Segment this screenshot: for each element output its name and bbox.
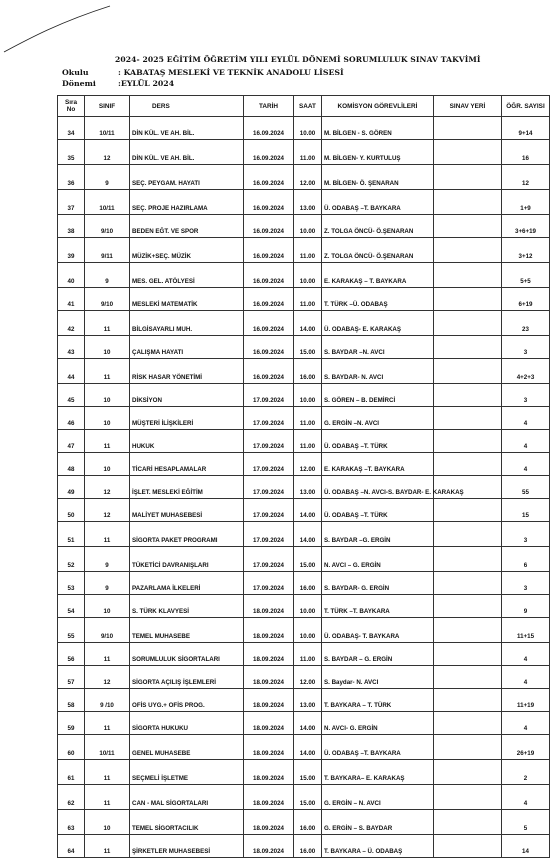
table-row bbox=[58, 643, 550, 666]
row-number: 39 bbox=[58, 238, 85, 263]
row-date: 17.09.2024 bbox=[244, 453, 294, 476]
row-course: HUKUK bbox=[130, 430, 244, 453]
row-course: ÇALIŞMA HAYATI bbox=[130, 336, 244, 359]
row-exam-room bbox=[434, 689, 502, 712]
row-exam-room bbox=[434, 666, 502, 689]
table-row bbox=[58, 572, 550, 595]
row-date: 18.09.2024 bbox=[244, 618, 294, 643]
term-line bbox=[62, 79, 174, 88]
row-class: 9/11 bbox=[85, 238, 130, 263]
row-number: 42 bbox=[58, 311, 85, 336]
table-row bbox=[58, 689, 550, 712]
row-time: 15.00 bbox=[294, 760, 322, 785]
row-exam-room bbox=[434, 238, 502, 263]
row-time: 11.00 bbox=[294, 238, 322, 263]
row-class: 9 bbox=[85, 547, 130, 572]
row-date: 17.09.2024 bbox=[244, 476, 294, 499]
row-committee: Ü. ODABAŞ –T. TÜRK bbox=[322, 499, 434, 522]
row-student-count: 3 bbox=[502, 572, 550, 595]
row-exam-room bbox=[434, 288, 502, 311]
table-row bbox=[58, 359, 550, 384]
row-date: 16.09.2024 bbox=[244, 359, 294, 384]
row-time: 11.00 bbox=[294, 288, 322, 311]
row-student-count: 9 bbox=[502, 595, 550, 618]
row-committee: M. BİLGEN - S. GÖREN bbox=[322, 117, 434, 140]
row-committee: S. BAYDAR –N. AVCI bbox=[322, 336, 434, 359]
row-course: SİGORTA AÇILIŞ İŞLEMLERİ bbox=[130, 666, 244, 689]
row-committee: Ü. ODABAŞ –T. BAYKARA bbox=[322, 190, 434, 215]
table-row bbox=[58, 407, 550, 430]
row-committee: S. BAYDAR –G. ERGİN bbox=[322, 522, 434, 547]
row-time: 10.00 bbox=[294, 595, 322, 618]
row-class: 11 bbox=[85, 430, 130, 453]
row-student-count: 1+9 bbox=[502, 190, 550, 215]
table-row bbox=[58, 810, 550, 835]
row-student-count: 3 bbox=[502, 336, 550, 359]
table-row bbox=[58, 547, 550, 572]
row-time: 10.00 bbox=[294, 117, 322, 140]
row-class: 10 bbox=[85, 407, 130, 430]
row-exam-room bbox=[434, 140, 502, 165]
row-time: 13.00 bbox=[294, 476, 322, 499]
row-exam-room bbox=[434, 760, 502, 785]
row-number: 64 bbox=[58, 835, 85, 858]
table-row bbox=[58, 140, 550, 165]
row-committee: S. BAYDAR- N. AVCI bbox=[322, 359, 434, 384]
table-row bbox=[58, 336, 550, 359]
row-student-count: 4 bbox=[502, 666, 550, 689]
page-title: 2024- 2025 EĞİTİM ÖĞRETİM YILI EYLÜL DÖNEMİ SORUMLULUK SINAV TAKVİMİ bbox=[115, 55, 481, 64]
row-exam-room bbox=[434, 572, 502, 595]
row-time: 11.00 bbox=[294, 430, 322, 453]
row-student-count: 14 bbox=[502, 835, 550, 858]
row-committee: E. KARAKAŞ –T. BAYKARA bbox=[322, 453, 434, 476]
table-row bbox=[58, 595, 550, 618]
row-class: 9 bbox=[85, 263, 130, 288]
row-course: TEMEL MUHASEBE bbox=[130, 618, 244, 643]
table-row bbox=[58, 712, 550, 735]
row-time: 14.00 bbox=[294, 522, 322, 547]
row-exam-room bbox=[434, 336, 502, 359]
row-time: 11.00 bbox=[294, 140, 322, 165]
row-committee: Ü. ODABAŞ- E. KARAKAŞ bbox=[322, 311, 434, 336]
row-student-count: 55 bbox=[502, 476, 550, 499]
row-number: 59 bbox=[58, 712, 85, 735]
row-date: 18.09.2024 bbox=[244, 810, 294, 835]
row-exam-room bbox=[434, 643, 502, 666]
header-sinav-yeri: SINAV YERİ bbox=[434, 96, 502, 117]
row-class: 9 bbox=[85, 572, 130, 595]
row-exam-room bbox=[434, 117, 502, 140]
row-time: 11.00 bbox=[294, 407, 322, 430]
row-time: 14.00 bbox=[294, 712, 322, 735]
row-course: İŞLET. MESLEKİ EĞİTİM bbox=[130, 476, 244, 499]
row-date: 16.09.2024 bbox=[244, 215, 294, 238]
row-time: 16.00 bbox=[294, 359, 322, 384]
row-committee: Z. TOLGA ÖNCÜ- Ö.ŞENARAN bbox=[322, 215, 434, 238]
term-value: :EYLÜL 2024 bbox=[118, 79, 175, 88]
row-date: 18.09.2024 bbox=[244, 835, 294, 858]
row-time: 16.00 bbox=[294, 810, 322, 835]
row-course: SEÇ. PEYGAM. HAYATI bbox=[130, 165, 244, 190]
row-class: 11 bbox=[85, 359, 130, 384]
row-date: 18.09.2024 bbox=[244, 712, 294, 735]
row-committee: S. BAYDAR – G. ERGİN bbox=[322, 643, 434, 666]
row-date: 16.09.2024 bbox=[244, 336, 294, 359]
row-committee: N. AVCI- G. ERGİN bbox=[322, 712, 434, 735]
row-student-count: 11+15 bbox=[502, 618, 550, 643]
row-time: 14.00 bbox=[294, 311, 322, 336]
row-class: 9/10 bbox=[85, 288, 130, 311]
row-time: 15.00 bbox=[294, 336, 322, 359]
row-number: 48 bbox=[58, 453, 85, 476]
row-course: RİSK HASAR YÖNETİMİ bbox=[130, 359, 244, 384]
row-student-count: 4 bbox=[502, 430, 550, 453]
row-date: 17.09.2024 bbox=[244, 407, 294, 430]
row-student-count: 15 bbox=[502, 499, 550, 522]
row-course: MÜŞTERİ İLİŞKİLERİ bbox=[130, 407, 244, 430]
row-exam-room bbox=[434, 618, 502, 643]
row-exam-room bbox=[434, 359, 502, 384]
row-exam-room bbox=[434, 547, 502, 572]
table-row bbox=[58, 618, 550, 643]
row-class: 10 bbox=[85, 810, 130, 835]
row-student-count: 11+19 bbox=[502, 689, 550, 712]
row-number: 43 bbox=[58, 336, 85, 359]
row-date: 17.09.2024 bbox=[244, 499, 294, 522]
row-student-count: 5+5 bbox=[502, 263, 550, 288]
row-class: 10 bbox=[85, 595, 130, 618]
row-class: 11 bbox=[85, 760, 130, 785]
row-student-count: 2 bbox=[502, 760, 550, 785]
row-class: 9 /10 bbox=[85, 689, 130, 712]
row-course: MES. GEL. ATÖLYESİ bbox=[130, 263, 244, 288]
row-date: 18.09.2024 bbox=[244, 595, 294, 618]
row-course: SEÇMELİ İŞLETME bbox=[130, 760, 244, 785]
row-exam-room bbox=[434, 453, 502, 476]
row-time: 12.00 bbox=[294, 165, 322, 190]
row-course: DİN KÜL. VE AH. BİL. bbox=[130, 117, 244, 140]
row-class: 10 bbox=[85, 453, 130, 476]
header-ogr-sayisi: ÖĞR. SAYISI bbox=[502, 96, 550, 117]
row-student-count: 12 bbox=[502, 165, 550, 190]
row-number: 36 bbox=[58, 165, 85, 190]
row-exam-room bbox=[434, 190, 502, 215]
row-committee: G. ERGİN – N. AVCI bbox=[322, 785, 434, 810]
row-course: MALİYET MUHASEBESİ bbox=[130, 499, 244, 522]
school-line bbox=[62, 68, 344, 77]
row-class: 11 bbox=[85, 643, 130, 666]
row-student-count: 4 bbox=[502, 453, 550, 476]
row-course: MÜZİK+SEÇ. MÜZİK bbox=[130, 238, 244, 263]
row-course: SEÇ. PROJE HAZIRLAMA bbox=[130, 190, 244, 215]
row-time: 12.00 bbox=[294, 666, 322, 689]
row-class: 12 bbox=[85, 666, 130, 689]
row-number: 51 bbox=[58, 522, 85, 547]
row-number: 55 bbox=[58, 618, 85, 643]
row-committee: Ü. ODABAŞ –T. TÜRK bbox=[322, 430, 434, 453]
row-committee: T. BAYKARA – T. TÜRK bbox=[322, 689, 434, 712]
row-student-count: 4 bbox=[502, 407, 550, 430]
table-row bbox=[58, 499, 550, 522]
row-number: 45 bbox=[58, 384, 85, 407]
row-number: 61 bbox=[58, 760, 85, 785]
row-class: 10/11 bbox=[85, 117, 130, 140]
row-number: 44 bbox=[58, 359, 85, 384]
table-row bbox=[58, 384, 550, 407]
row-number: 47 bbox=[58, 430, 85, 453]
row-course: MESLEKİ MATEMATİK bbox=[130, 288, 244, 311]
row-number: 56 bbox=[58, 643, 85, 666]
row-committee: E. KARAKAŞ – T. BAYKARA bbox=[322, 263, 434, 288]
row-exam-room bbox=[434, 810, 502, 835]
table-row bbox=[58, 190, 550, 215]
row-course: S. TÜRK KLAVYESİ bbox=[130, 595, 244, 618]
row-exam-room bbox=[434, 835, 502, 858]
row-committee: G. ERGİN –N. AVCI bbox=[322, 407, 434, 430]
row-date: 18.09.2024 bbox=[244, 735, 294, 760]
row-date: 16.09.2024 bbox=[244, 117, 294, 140]
row-time: 16.00 bbox=[294, 835, 322, 858]
table-row bbox=[58, 311, 550, 336]
row-time: 15.00 bbox=[294, 785, 322, 810]
row-committee: Z. TOLGA ÖNCÜ- Ö.ŞENARAN bbox=[322, 238, 434, 263]
row-time: 11.00 bbox=[294, 643, 322, 666]
row-student-count: 23 bbox=[502, 311, 550, 336]
school-label: Okulu bbox=[62, 68, 89, 77]
row-exam-room bbox=[434, 384, 502, 407]
row-date: 16.09.2024 bbox=[244, 165, 294, 190]
row-class: 11 bbox=[85, 835, 130, 858]
row-date: 16.09.2024 bbox=[244, 190, 294, 215]
table-row bbox=[58, 165, 550, 190]
row-student-count: 3+6+19 bbox=[502, 215, 550, 238]
row-number: 53 bbox=[58, 572, 85, 595]
row-number: 41 bbox=[58, 288, 85, 311]
row-exam-room bbox=[434, 263, 502, 288]
row-time: 12.00 bbox=[294, 453, 322, 476]
row-exam-room bbox=[434, 522, 502, 547]
row-student-count: 6+19 bbox=[502, 288, 550, 311]
row-date: 18.09.2024 bbox=[244, 689, 294, 712]
row-date: 16.09.2024 bbox=[244, 288, 294, 311]
header-saat: SAAT bbox=[294, 96, 322, 117]
school-value: : KABATAŞ MESLEKİ VE TEKNİK ANADOLU LİSESİ bbox=[118, 68, 344, 77]
header-ders: DERS bbox=[130, 96, 244, 117]
table-header-row bbox=[58, 96, 550, 117]
row-date: 17.09.2024 bbox=[244, 572, 294, 595]
table-row bbox=[58, 288, 550, 311]
exam-schedule-table bbox=[57, 95, 550, 858]
row-exam-room bbox=[434, 499, 502, 522]
row-number: 60 bbox=[58, 735, 85, 760]
row-date: 18.09.2024 bbox=[244, 666, 294, 689]
row-number: 50 bbox=[58, 499, 85, 522]
row-course: TÜKETİCİ DAVRANIŞLARI bbox=[130, 547, 244, 572]
row-committee: Ü. ODABAŞ –N. AVCI-S. BAYDAR- E. KARAKAŞ bbox=[322, 476, 434, 499]
row-course: CAN - MAL SİGORTALARI bbox=[130, 785, 244, 810]
row-exam-room bbox=[434, 215, 502, 238]
table-row bbox=[58, 215, 550, 238]
row-class: 9 bbox=[85, 165, 130, 190]
row-date: 18.09.2024 bbox=[244, 760, 294, 785]
row-exam-room bbox=[434, 407, 502, 430]
row-number: 35 bbox=[58, 140, 85, 165]
row-date: 17.09.2024 bbox=[244, 547, 294, 572]
row-time: 10.00 bbox=[294, 215, 322, 238]
table-row bbox=[58, 263, 550, 288]
row-class: 10/11 bbox=[85, 735, 130, 760]
row-committee: G. ERGİN – S. BAYDAR bbox=[322, 810, 434, 835]
row-time: 13.00 bbox=[294, 689, 322, 712]
row-committee: T. BAYKARA – Ü. ODABAŞ bbox=[322, 835, 434, 858]
table-row bbox=[58, 760, 550, 785]
row-number: 62 bbox=[58, 785, 85, 810]
row-committee: S. Baydar- N. AVCI bbox=[322, 666, 434, 689]
row-course: BEDEN EĞT. VE SPOR bbox=[130, 215, 244, 238]
row-student-count: 3 bbox=[502, 522, 550, 547]
header-tarih: TARİH bbox=[244, 96, 294, 117]
row-committee: T. TÜRK –T. BAYKARA bbox=[322, 595, 434, 618]
row-student-count: 4 bbox=[502, 712, 550, 735]
row-class: 11 bbox=[85, 785, 130, 810]
row-student-count: 3 bbox=[502, 384, 550, 407]
row-number: 38 bbox=[58, 215, 85, 238]
row-course: ŞİRKETLER MUHASEBESİ bbox=[130, 835, 244, 858]
row-committee: M. BİLGEN- Ö. ŞENARAN bbox=[322, 165, 434, 190]
row-student-count: 9+14 bbox=[502, 117, 550, 140]
term-label: Dönemi bbox=[62, 79, 96, 88]
header-sira: Sıra No bbox=[58, 96, 85, 117]
row-time: 13.00 bbox=[294, 190, 322, 215]
row-committee: N. AVCI – G. ERGİN bbox=[322, 547, 434, 572]
row-date: 18.09.2024 bbox=[244, 785, 294, 810]
row-exam-room bbox=[434, 785, 502, 810]
row-number: 46 bbox=[58, 407, 85, 430]
row-class: 9/10 bbox=[85, 618, 130, 643]
table-row bbox=[58, 735, 550, 760]
row-committee: M. BİLGEN- Y. KURTULUŞ bbox=[322, 140, 434, 165]
pen-mark bbox=[0, 0, 120, 60]
table-row bbox=[58, 522, 550, 547]
row-student-count: 4 bbox=[502, 785, 550, 810]
row-number: 37 bbox=[58, 190, 85, 215]
row-time: 10.00 bbox=[294, 384, 322, 407]
row-time: 10.00 bbox=[294, 263, 322, 288]
row-number: 58 bbox=[58, 689, 85, 712]
row-course: SİGORTA HUKUKU bbox=[130, 712, 244, 735]
row-course: TİCARİ HESAPLAMALAR bbox=[130, 453, 244, 476]
row-course: DİKSİYON bbox=[130, 384, 244, 407]
row-student-count: 6 bbox=[502, 547, 550, 572]
row-class: 10 bbox=[85, 384, 130, 407]
row-date: 16.09.2024 bbox=[244, 263, 294, 288]
row-student-count: 5 bbox=[502, 810, 550, 835]
row-class: 10/11 bbox=[85, 190, 130, 215]
row-time: 16.00 bbox=[294, 572, 322, 595]
row-number: 49 bbox=[58, 476, 85, 499]
header-komisyon: KOMİSYON GÖREVLİLERİ bbox=[322, 96, 434, 117]
row-exam-room bbox=[434, 430, 502, 453]
row-date: 17.09.2024 bbox=[244, 384, 294, 407]
row-class: 12 bbox=[85, 476, 130, 499]
row-date: 16.09.2024 bbox=[244, 311, 294, 336]
row-class: 11 bbox=[85, 712, 130, 735]
row-exam-room bbox=[434, 735, 502, 760]
row-date: 16.09.2024 bbox=[244, 238, 294, 263]
row-course: SİGORTA PAKET PROGRAMI bbox=[130, 522, 244, 547]
table-row bbox=[58, 117, 550, 140]
row-number: 63 bbox=[58, 810, 85, 835]
row-date: 17.09.2024 bbox=[244, 522, 294, 547]
row-student-count: 4+2+3 bbox=[502, 359, 550, 384]
row-number: 54 bbox=[58, 595, 85, 618]
row-committee: S. BAYDAR- G. ERGİN bbox=[322, 572, 434, 595]
table-row bbox=[58, 430, 550, 453]
row-exam-room bbox=[434, 311, 502, 336]
row-committee: S. GÖREN – B. DEMİRCİ bbox=[322, 384, 434, 407]
row-student-count: 4 bbox=[502, 643, 550, 666]
row-student-count: 16 bbox=[502, 140, 550, 165]
row-time: 15.00 bbox=[294, 547, 322, 572]
row-course: OFİS UYG.+ OFİS PROG. bbox=[130, 689, 244, 712]
row-date: 18.09.2024 bbox=[244, 643, 294, 666]
row-date: 16.09.2024 bbox=[244, 140, 294, 165]
row-exam-room bbox=[434, 595, 502, 618]
row-exam-room bbox=[434, 165, 502, 190]
table-row bbox=[58, 453, 550, 476]
row-exam-room bbox=[434, 712, 502, 735]
row-committee: T. TÜRK –Ü. ODABAŞ bbox=[322, 288, 434, 311]
row-course: SORUMLULUK SİGORTALARI bbox=[130, 643, 244, 666]
table-row bbox=[58, 785, 550, 810]
row-class: 12 bbox=[85, 499, 130, 522]
row-class: 12 bbox=[85, 140, 130, 165]
row-course: TEMEL SİGORTACILIK bbox=[130, 810, 244, 835]
row-class: 9/10 bbox=[85, 215, 130, 238]
table-row bbox=[58, 835, 550, 858]
row-committee: T. BAYKARA– E. KARAKAŞ bbox=[322, 760, 434, 785]
table-row bbox=[58, 476, 550, 499]
row-number: 52 bbox=[58, 547, 85, 572]
row-student-count: 26+19 bbox=[502, 735, 550, 760]
row-class: 11 bbox=[85, 311, 130, 336]
row-number: 57 bbox=[58, 666, 85, 689]
row-student-count: 3+12 bbox=[502, 238, 550, 263]
row-committee: Ü. ODABAŞ- T. BAYKARA bbox=[322, 618, 434, 643]
header-sinif: SINIF bbox=[85, 96, 130, 117]
row-course: DİN KÜL. VE AH. BİL. bbox=[130, 140, 244, 165]
row-time: 14.00 bbox=[294, 499, 322, 522]
row-class: 11 bbox=[85, 522, 130, 547]
table-row bbox=[58, 666, 550, 689]
row-time: 10.00 bbox=[294, 618, 322, 643]
row-committee: Ü. ODABAŞ –T. BAYKARA bbox=[322, 735, 434, 760]
row-number: 34 bbox=[58, 117, 85, 140]
row-date: 17.09.2024 bbox=[244, 430, 294, 453]
table-row bbox=[58, 238, 550, 263]
row-course: BİLGİSAYARLI MUH. bbox=[130, 311, 244, 336]
row-course: PAZARLAMA İLKELERİ bbox=[130, 572, 244, 595]
row-time: 14.00 bbox=[294, 735, 322, 760]
row-course: GENEL MUHASEBE bbox=[130, 735, 244, 760]
row-class: 10 bbox=[85, 336, 130, 359]
row-number: 40 bbox=[58, 263, 85, 288]
